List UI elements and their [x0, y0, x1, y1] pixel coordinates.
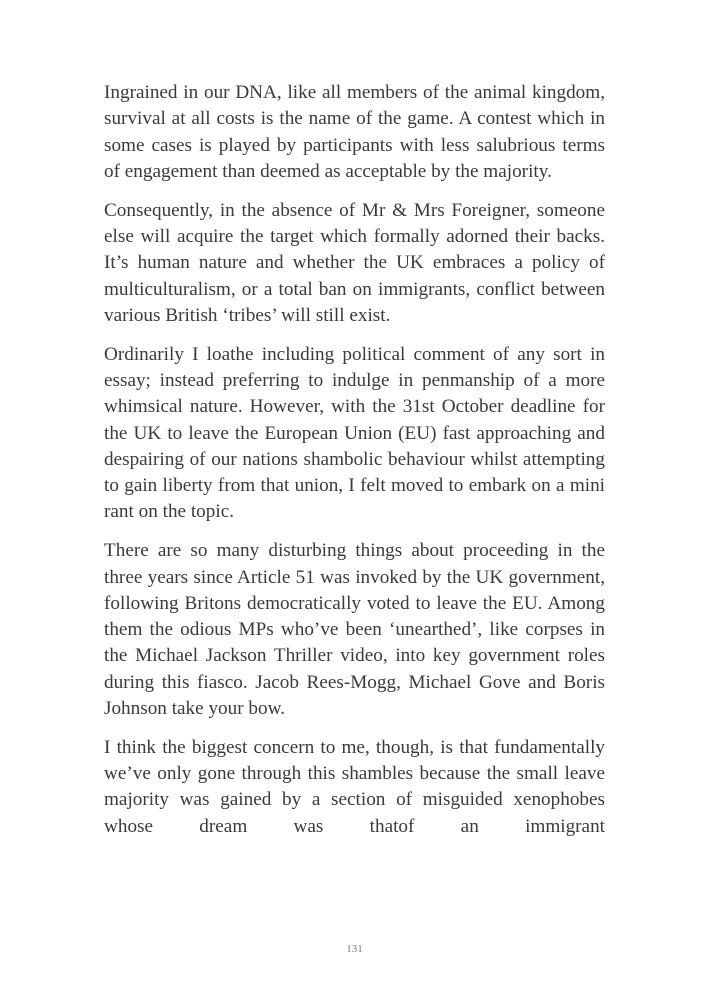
paragraph: There are so many disturbing things about proceeding in the three years since Article 51 was invoked by the UK government, following Britons democratically voted to leave the EU. Among them the odious MPs who’ve been ‘unearthed’, like corpses in the Michael Jackson Thriller video, into key government roles during this fiasco. Jacob Rees-Mogg, Michael Gove and Boris Johnson take your bow.: [104, 540, 605, 720]
page-number: 131: [346, 943, 363, 955]
paragraph: Consequently, in the absence of Mr & Mrs Foreigner, someone else will acquire the target which formally adorned their backs. It’s human nature and whether the UK embraces a policy of multiculturalism, or a total ban on immigrants, conflict between various British ‘tribes’ will still exist.: [104, 199, 605, 326]
paragraph: Ordinarily I loathe including political comment of any sort in essay; instead preferring to indulge in penmanship of a more whimsical nature. However, with the 31st October deadline for the UK to leave the European Union (EU) fast approaching and despairing of our nations shambolic behaviour whilst attempting to gain liberty from that union, I felt moved to embark on a mini rant on the topic.: [104, 343, 605, 523]
paragraph-continued: I think the biggest concern to me, though, is that fundamentally we’ve only gone through this shambles because the small leave majority was gained by a section of misguided xenophobes whose dream was thatof an immigrant: [104, 736, 605, 837]
body-text: [104, 80, 605, 853]
paragraph: Ingrained in our DNA, like all members of the animal kingdom, survival at all costs is the name of the game. A contest which in some cases is played by participants with less salubrious terms of engagement than deemed as acceptable by the majority.: [104, 82, 605, 182]
